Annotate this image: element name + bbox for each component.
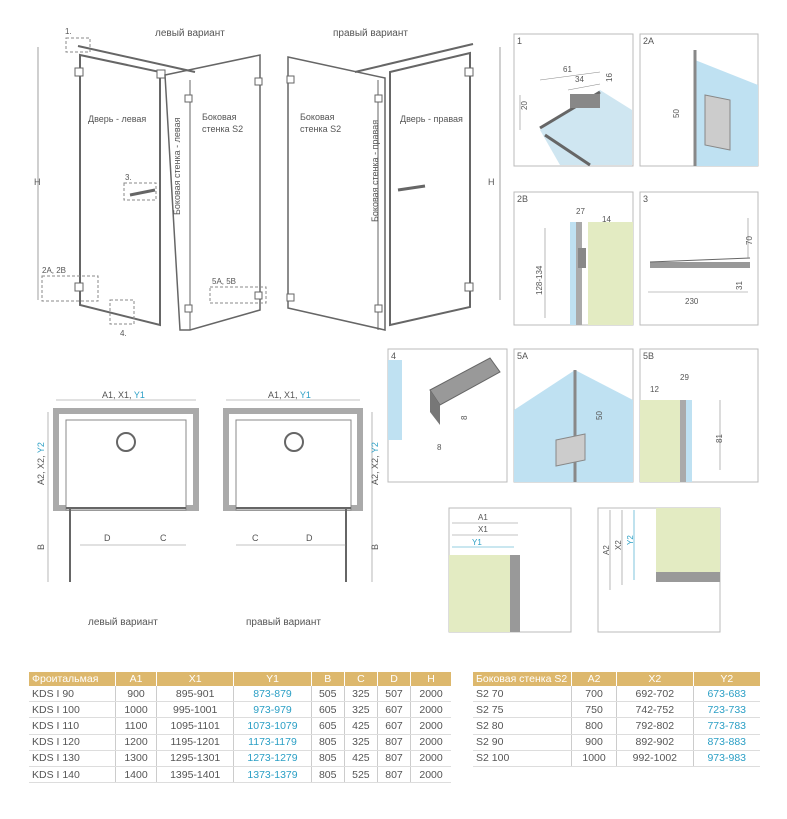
plan-right-top bbox=[268, 390, 311, 400]
table-cell: 1200 bbox=[116, 734, 157, 750]
detail-2b-dim-27: 27 bbox=[576, 207, 585, 216]
table-cell: 1100 bbox=[116, 718, 157, 734]
plan-right-c: C bbox=[252, 533, 259, 543]
plan-right-side-y: Y2 bbox=[370, 442, 380, 454]
table-cell: 605 bbox=[311, 702, 344, 718]
side-col-model: Боковая стенка S2 bbox=[473, 672, 572, 686]
right-side-label-a: Боковая bbox=[300, 112, 335, 122]
table-cell: 673-683 bbox=[693, 686, 760, 702]
plan-left-side-y: Y2 bbox=[36, 442, 46, 454]
table-cell: 807 bbox=[377, 766, 410, 782]
detail-2b-dim-14: 14 bbox=[602, 215, 611, 224]
table-cell: 505 bbox=[311, 686, 344, 702]
callout-3: 3. bbox=[125, 173, 132, 182]
table-row bbox=[473, 734, 760, 750]
section-y2 bbox=[598, 508, 720, 632]
front-table bbox=[29, 672, 451, 783]
table-cell: 507 bbox=[377, 686, 410, 702]
detail-4 bbox=[388, 349, 507, 482]
table-row bbox=[473, 750, 760, 766]
table-cell: KDS I 120 bbox=[29, 734, 116, 750]
detail-5b-dim-12: 12 bbox=[650, 385, 659, 394]
table-cell: 607 bbox=[377, 718, 410, 734]
table-cell: 892-902 bbox=[617, 734, 693, 750]
table-cell: 773-783 bbox=[693, 718, 760, 734]
detail-3 bbox=[640, 192, 758, 325]
detail-5b-id: 5B bbox=[643, 351, 655, 361]
table-cell: 325 bbox=[344, 734, 377, 750]
detail-1-dim-16: 16 bbox=[605, 73, 614, 82]
table-row bbox=[29, 686, 451, 702]
table-cell: S2 75 bbox=[473, 702, 572, 718]
front-col-y1: Y1 bbox=[234, 672, 311, 686]
detail-5a bbox=[514, 349, 633, 482]
table-row bbox=[29, 734, 451, 750]
table-cell: 2000 bbox=[411, 686, 451, 702]
side-table bbox=[473, 672, 760, 767]
table-cell: 895-901 bbox=[157, 686, 234, 702]
plan-right-b: B bbox=[370, 543, 380, 550]
table-cell: 1400 bbox=[116, 766, 157, 782]
front-col-x1: X1 bbox=[157, 672, 234, 686]
table-cell: 1395-1401 bbox=[157, 766, 234, 782]
left-side-label-a: Боковая bbox=[202, 112, 237, 122]
plan-left-top bbox=[102, 390, 145, 400]
table-cell: S2 100 bbox=[473, 750, 572, 766]
detail-1-dim-61: 61 bbox=[563, 65, 572, 74]
table-cell: 605 bbox=[311, 718, 344, 734]
table-cell: 1173-1179 bbox=[234, 734, 311, 750]
table-cell: 805 bbox=[311, 766, 344, 782]
detail-3-dim-70: 70 bbox=[745, 236, 754, 245]
plan-left bbox=[48, 400, 196, 582]
front-col-b: B bbox=[311, 672, 344, 686]
detail-2a-id: 2A bbox=[643, 36, 655, 46]
table-cell: 1073-1079 bbox=[234, 718, 311, 734]
h-label-left: H bbox=[34, 177, 41, 187]
detail-2a bbox=[640, 34, 758, 166]
detail-2b-id: 2B bbox=[517, 194, 529, 204]
detail-4-dim-8b: 8 bbox=[437, 443, 442, 452]
table-row bbox=[29, 718, 451, 734]
section-y1-label: Y1 bbox=[472, 538, 482, 547]
plan-left-side bbox=[36, 442, 46, 485]
plan-left-top-y: Y1 bbox=[133, 390, 145, 400]
table-cell: 873-879 bbox=[234, 686, 311, 702]
detail-1 bbox=[514, 34, 633, 166]
table-cell: 805 bbox=[311, 734, 344, 750]
table-cell: 2000 bbox=[411, 750, 451, 766]
table-cell: 525 bbox=[344, 766, 377, 782]
detail-3-dim-230: 230 bbox=[685, 297, 699, 306]
detail-5b-dim-81: 81 bbox=[715, 434, 724, 443]
side-table-wrap bbox=[473, 672, 760, 767]
table-cell: 2000 bbox=[411, 734, 451, 750]
table-cell: 1095-1101 bbox=[157, 718, 234, 734]
table-cell: 723-733 bbox=[693, 702, 760, 718]
table-cell: 1273-1279 bbox=[234, 750, 311, 766]
front-table-header bbox=[29, 672, 451, 686]
detail-1-id: 1 bbox=[517, 36, 523, 46]
detail-5a-dim-50: 50 bbox=[595, 411, 604, 420]
left-side-vertical: Боковая стенка - левая bbox=[172, 117, 182, 215]
plan-left-top-a: A1, X1, bbox=[102, 390, 134, 400]
table-cell: 800 bbox=[572, 718, 617, 734]
detail-4-dim-8a: 8 bbox=[460, 415, 469, 420]
table-cell: 805 bbox=[311, 750, 344, 766]
table-cell: S2 70 bbox=[473, 686, 572, 702]
plan-right-side bbox=[370, 442, 380, 485]
table-cell: 873-883 bbox=[693, 734, 760, 750]
left-side-label-b: стенка S2 bbox=[202, 124, 244, 134]
side-col-x2: X2 bbox=[617, 672, 693, 686]
plan-right-top-a: A1, X1, bbox=[268, 390, 300, 400]
front-col-c: C bbox=[344, 672, 377, 686]
section-y2-label: Y2 bbox=[626, 535, 635, 545]
table-cell: KDS I 130 bbox=[29, 750, 116, 766]
left-variant-title: левый вариант bbox=[155, 28, 225, 39]
table-cell: 607 bbox=[377, 702, 410, 718]
table-cell: KDS I 90 bbox=[29, 686, 116, 702]
table-cell: 750 bbox=[572, 702, 617, 718]
table-cell: 425 bbox=[344, 750, 377, 766]
front-col-h: H bbox=[411, 672, 451, 686]
callout-5a5b: 5A, 5B bbox=[212, 277, 237, 286]
table-cell: S2 80 bbox=[473, 718, 572, 734]
detail-1-dim-34: 34 bbox=[575, 75, 584, 84]
table-cell: 2000 bbox=[411, 702, 451, 718]
table-cell: KDS I 110 bbox=[29, 718, 116, 734]
table-cell: 973-979 bbox=[234, 702, 311, 718]
plan-right-d: D bbox=[306, 533, 313, 543]
callout-4: 4. bbox=[120, 329, 127, 338]
table-row bbox=[473, 686, 760, 702]
table-cell: 700 bbox=[572, 686, 617, 702]
detail-1-dim-20: 20 bbox=[520, 101, 529, 110]
table-cell: 1300 bbox=[116, 750, 157, 766]
side-col-y2: Y2 bbox=[693, 672, 760, 686]
section-x1: X1 bbox=[478, 525, 488, 534]
front-col-model: Фроитальмая bbox=[29, 672, 116, 686]
right-variant-title: правый вариант bbox=[333, 28, 408, 39]
detail-5b-dim-29: 29 bbox=[680, 373, 689, 382]
side-table-header bbox=[473, 672, 760, 686]
plan-left-variant: левый вариант bbox=[88, 617, 158, 628]
plan-right-top-y: Y1 bbox=[299, 390, 311, 400]
table-cell: 1195-1201 bbox=[157, 734, 234, 750]
detail-5b bbox=[640, 349, 758, 482]
table-cell: 2000 bbox=[411, 718, 451, 734]
section-x2: X2 bbox=[614, 540, 623, 550]
right-side-vertical: Боковая стенка - правая bbox=[370, 119, 380, 222]
section-y1 bbox=[449, 508, 571, 632]
detail-2a-dim-50: 50 bbox=[672, 109, 681, 118]
detail-5a-id: 5A bbox=[517, 351, 529, 361]
table-cell: 992-1002 bbox=[617, 750, 693, 766]
section-a2: A2 bbox=[602, 545, 611, 555]
plan-left-side-a: A2, X2, bbox=[36, 453, 46, 485]
table-cell: 1373-1379 bbox=[234, 766, 311, 782]
table-cell: 995-1001 bbox=[157, 702, 234, 718]
table-cell: 807 bbox=[377, 734, 410, 750]
table-cell: 973-983 bbox=[693, 750, 760, 766]
table-cell: 900 bbox=[116, 686, 157, 702]
table-cell: 692-702 bbox=[617, 686, 693, 702]
detail-3-id: 3 bbox=[643, 194, 649, 204]
front-table-wrap bbox=[29, 672, 451, 783]
front-col-d: D bbox=[377, 672, 410, 686]
detail-4-id: 4 bbox=[391, 351, 397, 361]
plan-right-variant: правый вариант bbox=[246, 617, 321, 628]
table-row bbox=[473, 702, 760, 718]
right-side-label-b: стенка S2 bbox=[300, 124, 342, 134]
table-cell: 425 bbox=[344, 718, 377, 734]
right-door-label: Дверь - правая bbox=[400, 114, 463, 124]
front-col-a1: A1 bbox=[116, 672, 157, 686]
table-row bbox=[29, 766, 451, 782]
callout-1: 1. bbox=[65, 27, 72, 36]
table-cell: KDS I 140 bbox=[29, 766, 116, 782]
table-cell: S2 90 bbox=[473, 734, 572, 750]
table-cell: 742-752 bbox=[617, 702, 693, 718]
detail-2b-dim-128: 128-134 bbox=[535, 265, 544, 295]
detail-2b bbox=[514, 192, 633, 325]
plan-right bbox=[226, 400, 372, 582]
table-cell: 1295-1301 bbox=[157, 750, 234, 766]
side-col-a2: A2 bbox=[572, 672, 617, 686]
table-cell: 900 bbox=[572, 734, 617, 750]
plan-left-c: C bbox=[160, 533, 167, 543]
table-cell: 1000 bbox=[116, 702, 157, 718]
table-row bbox=[29, 750, 451, 766]
left-door-label: Дверь - левая bbox=[88, 114, 147, 124]
detail-3-dim-31: 31 bbox=[735, 281, 744, 290]
table-cell: 807 bbox=[377, 750, 410, 766]
table-row bbox=[29, 702, 451, 718]
table-cell: 325 bbox=[344, 686, 377, 702]
table-cell: 792-802 bbox=[617, 718, 693, 734]
table-cell: 1000 bbox=[572, 750, 617, 766]
plan-left-d: D bbox=[104, 533, 111, 543]
table-cell: 2000 bbox=[411, 766, 451, 782]
table-row bbox=[473, 718, 760, 734]
section-a1: A1 bbox=[478, 513, 488, 522]
callout-2a2b: 2A, 2B bbox=[42, 266, 67, 275]
table-cell: 325 bbox=[344, 702, 377, 718]
h-label-right: H bbox=[488, 177, 495, 187]
plan-left-b: B bbox=[36, 543, 46, 550]
table-cell: KDS I 100 bbox=[29, 702, 116, 718]
plan-right-side-a: A2, X2, bbox=[370, 453, 380, 485]
